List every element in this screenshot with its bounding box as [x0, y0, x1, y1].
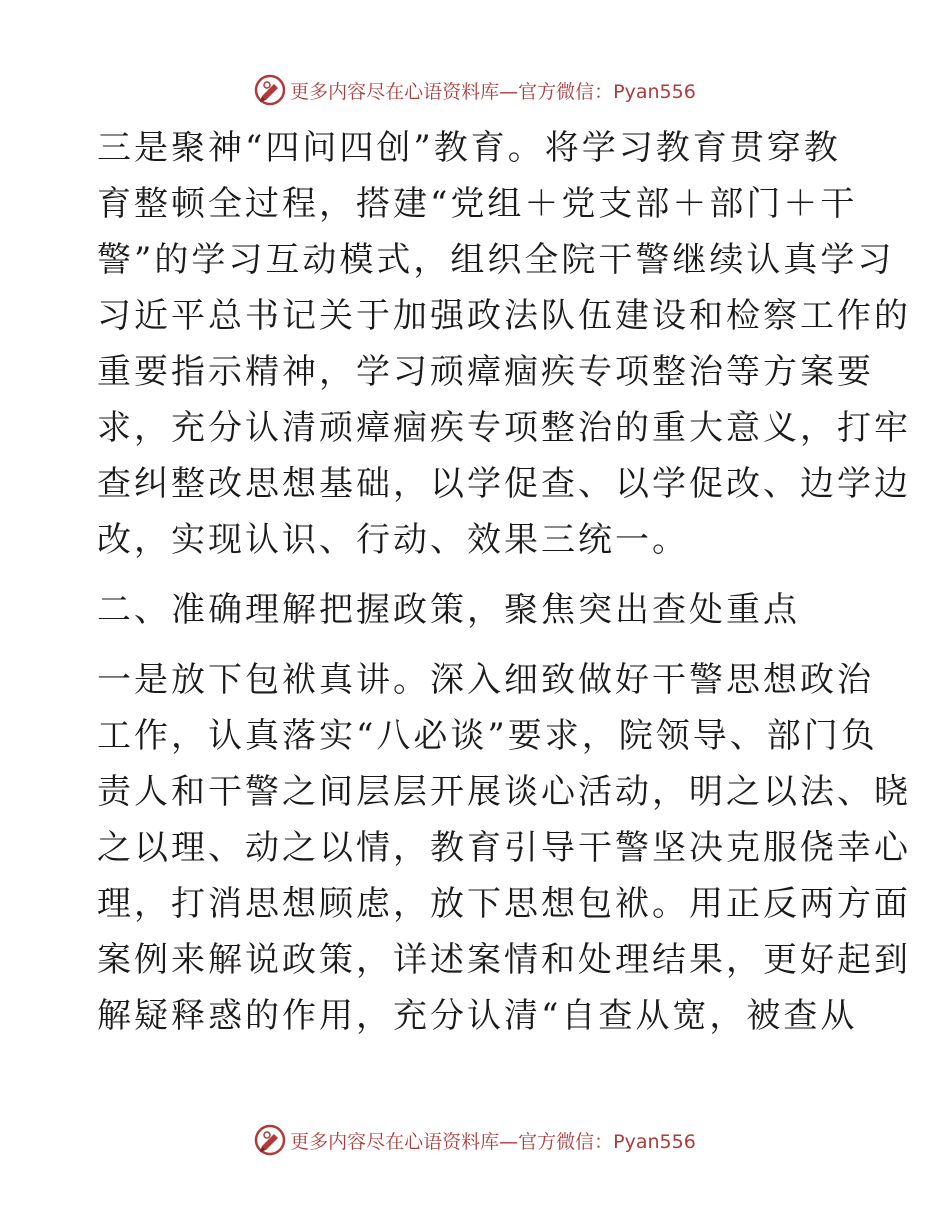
header-watermark-banner	[0, 70, 950, 110]
footer-watermark-banner	[0, 1120, 950, 1160]
text-line: 求，充分认清顽瘴痼疾专项整治的重大意义，打牢	[97, 408, 911, 448]
paragraph-3	[97, 652, 911, 1044]
text-line: 改，实现认识、行动、效果三统一。	[97, 520, 689, 560]
text-line: 案例来解说政策，详述案情和处理结果，更好起到	[97, 940, 911, 980]
text-line: 警”的学习互动模式，组织全院干警继续认真学习	[97, 240, 895, 280]
text-line: 查纠整改思想基础，以学促查、以学促改、边学边	[97, 464, 911, 504]
text-line: 育整顿全过程，搭建“党组＋党支部＋部门＋干	[97, 184, 858, 224]
pen-logo-icon	[254, 74, 286, 106]
text-line: 三是聚神“四问四创”教育。将学习教育贯穿教	[97, 128, 841, 168]
pen-logo-icon	[254, 1124, 286, 1156]
document-body	[97, 120, 911, 1044]
paragraph-1	[97, 120, 911, 568]
text-line: 责人和干警之间层层开展谈心活动，明之以法、晓	[97, 772, 911, 812]
text-line: 重要指示精神，学习顽瘴痼疾专项整治等方案要	[97, 352, 874, 392]
text-line: 之以理、动之以情，教育引导干警坚决克服侥幸心	[97, 828, 911, 868]
heading-line: 二、准确理解把握政策，聚焦突出查处重点	[97, 590, 800, 630]
text-line: 一是放下包袱真讲。深入细致做好干警思想政治	[97, 660, 874, 700]
section-heading	[97, 582, 857, 638]
text-line: 习近平总书记关于加强政法队伍建设和检察工作的	[97, 296, 911, 336]
text-line: 理，打消思想顾虑，放下思想包袱。用正反两方面	[97, 884, 911, 924]
text-line: 解疑释惑的作用，充分认清“自查从宽，被查从	[97, 996, 858, 1036]
text-line: 工作，认真落实“八必谈”要求，院领导、部门负	[97, 716, 878, 756]
header-watermark-text: 更多内容尽在心语资料库—官方微信：Pyan556	[290, 80, 696, 103]
footer-watermark-text: 更多内容尽在心语资料库—官方微信：Pyan556	[290, 1130, 696, 1153]
